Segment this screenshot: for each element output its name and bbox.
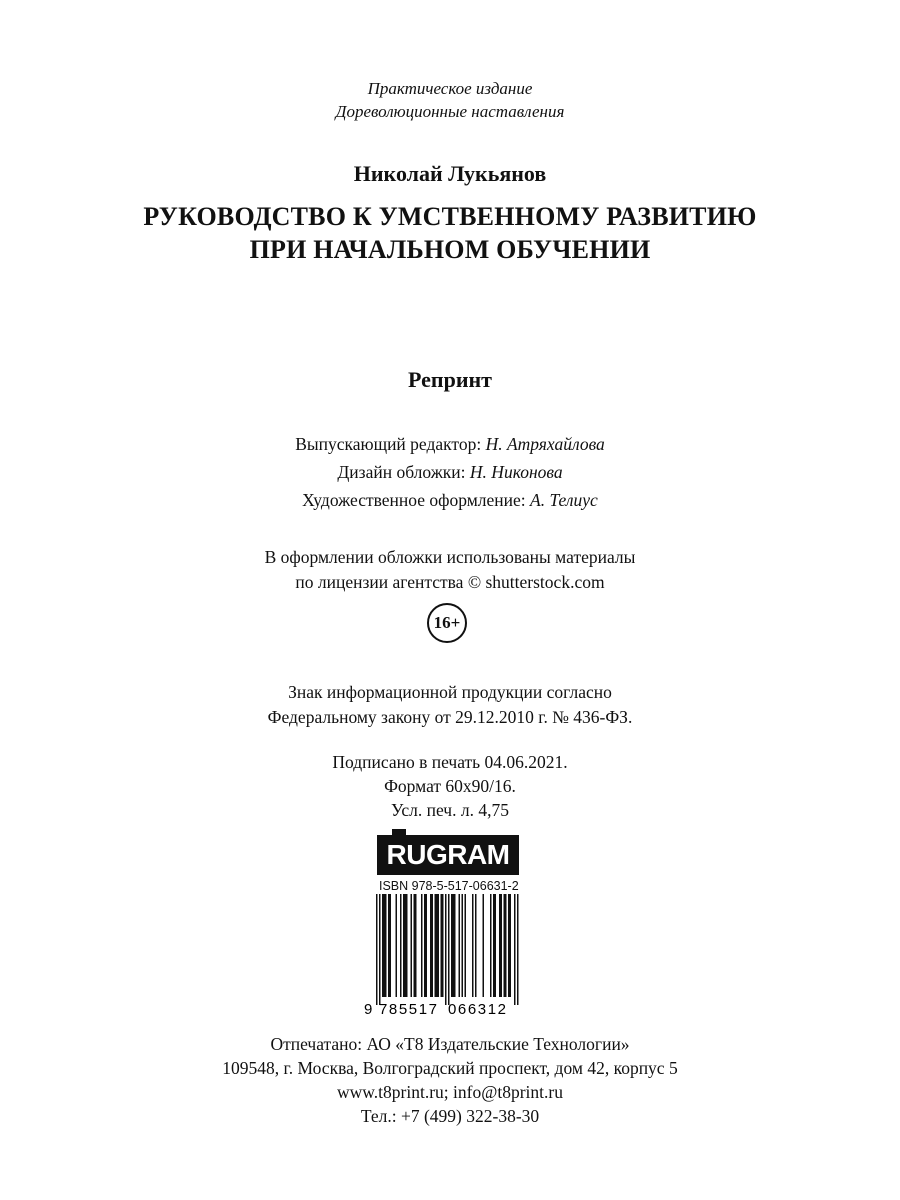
credit-editor [0, 430, 900, 458]
credit-role: Выпускающий редактор: [295, 434, 482, 454]
license-line-1: В оформлении обложки использованы материалы [264, 547, 636, 567]
barcode-bar [495, 894, 497, 997]
barcode-bar [436, 894, 438, 997]
barcode-bar [414, 894, 416, 997]
license-note [0, 545, 900, 595]
barcode-bar [451, 894, 453, 997]
credit-person: Н. Атряхайлова [485, 434, 605, 454]
barcode-bar [382, 894, 384, 997]
barcode-bar [405, 894, 407, 997]
author-name: Николай Лукьянов [353, 161, 547, 186]
barcode-bar [430, 894, 432, 997]
print-format: Формат 60x90/16. [384, 776, 516, 796]
series-block [0, 77, 900, 123]
barcode-bar [406, 894, 408, 997]
barcode-guard-bar [376, 894, 378, 1005]
barcode-bar [493, 894, 495, 997]
credit-art-design [0, 486, 900, 514]
print-sheets: Усл. печ. л. 4,75 [391, 800, 509, 820]
barcode-bar [403, 894, 405, 997]
credit-cover-design [0, 458, 900, 486]
barcode-bar [453, 894, 455, 997]
barcode-guard-bar [448, 894, 450, 1005]
barcode-bar [435, 894, 437, 997]
law-line-2: Федеральному закону от 29.12.2010 г. № 436-ФЗ. [267, 707, 633, 727]
barcode-bar [442, 894, 444, 997]
barcode-bars [376, 894, 519, 1005]
barcode-bar [472, 894, 474, 997]
barcode-bar [421, 894, 423, 997]
credit-person: А. Телиус [530, 490, 598, 510]
barcode-bar [424, 894, 426, 997]
barcode-bar [501, 894, 503, 997]
barcode-bar [465, 894, 467, 997]
barcode-bar [438, 894, 440, 997]
reprint-label: Репринт [408, 367, 492, 392]
barcode-guard-bar [514, 894, 516, 1005]
barcode-bar [459, 894, 461, 997]
law-line-1: Знак информационной продукции согласно [288, 682, 612, 702]
barcode-bar [499, 894, 501, 997]
printer-block [0, 1032, 900, 1128]
ean-right-digits: 066312 [448, 1001, 506, 1017]
credits-block [0, 430, 900, 514]
barcode-bar [432, 894, 434, 997]
barcode-bar [426, 894, 428, 997]
barcode-bar [390, 894, 392, 997]
title-line-1: РУКОВОДСТВО К УМСТВЕННОМУ РАЗВИТИЮ [143, 202, 757, 231]
printer-address: 109548, г. Москва, Волгоградский проспект, дом 42, корпус 5 [222, 1058, 678, 1078]
barcode-bar [385, 894, 387, 997]
ean-first-digit: 9 [364, 1001, 373, 1017]
printer-web: www.t8print.ru; info@t8print.ru [337, 1082, 563, 1102]
barcode-bar [384, 894, 386, 997]
book-title [0, 200, 900, 266]
print-signed-date: Подписано в печать 04.06.2021. [332, 752, 568, 772]
credit-person: Н. Никонова [469, 462, 563, 482]
series-line-2: Дореволюционные наставления [335, 102, 565, 121]
barcode-bar [441, 894, 443, 997]
barcode-guard-bar [379, 894, 381, 1005]
print-info [0, 750, 900, 822]
credit-role: Дизайн обложки: [337, 462, 466, 482]
barcode-bar [510, 894, 512, 997]
barcode-bar [505, 894, 507, 997]
barcode-bar [388, 894, 390, 997]
barcode-guard-bar [445, 894, 447, 1005]
barcode-guard-bar [517, 894, 519, 1005]
barcode-bar [454, 894, 456, 997]
age-rating-badge: 16+ [427, 603, 467, 643]
printer-name: Отпечатано: АО «Т8 Издательские Технологии» [270, 1034, 630, 1054]
ean-left-digits: 785517 [379, 1001, 437, 1017]
barcode-bar [504, 894, 506, 997]
isbn-label: ISBN 978-5-517-06631-2 [379, 879, 519, 893]
barcode-bar [483, 894, 485, 997]
barcode [364, 892, 524, 1017]
barcode-bar [462, 894, 464, 997]
barcode-bar [396, 894, 398, 997]
barcode-bar [411, 894, 413, 997]
barcode-bar [400, 894, 402, 997]
law-note [0, 680, 900, 730]
barcode-bar [508, 894, 510, 997]
barcode-bar [475, 894, 477, 997]
printer-phone: Тел.: +7 (499) 322-38-30 [360, 1106, 540, 1126]
credit-role: Художественное оформление: [302, 490, 526, 510]
publisher-logo: RUGRAM [377, 835, 519, 875]
barcode-bar [490, 894, 492, 997]
series-line-1: Практическое издание [367, 79, 533, 98]
barcode-bar [415, 894, 417, 997]
title-line-2: ПРИ НАЧАЛЬНОМ ОБУЧЕНИИ [249, 235, 651, 264]
license-line-2: по лицензии агентства © shutterstock.com [295, 572, 605, 592]
